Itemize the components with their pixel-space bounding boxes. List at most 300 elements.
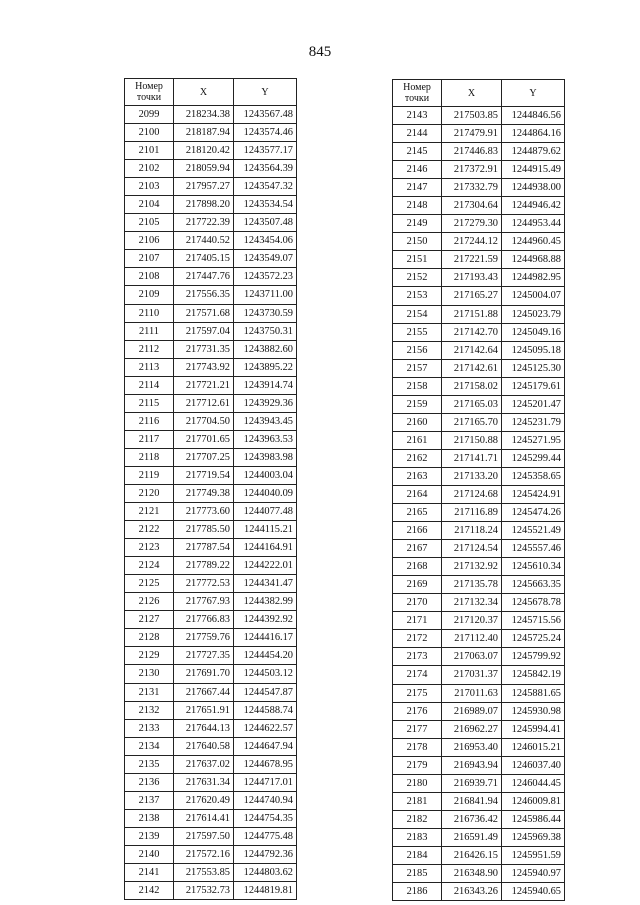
y-coordinate-cell: 1246044.45 [502,774,565,792]
x-coordinate-cell: 217789.22 [174,557,234,575]
table-row [393,251,565,269]
y-coordinate-cell: 1245023.79 [502,305,565,323]
table-row [125,611,297,629]
y-coordinate-cell: 1244792.36 [234,845,297,863]
point-number-cell: 2144 [393,125,442,143]
x-coordinate-cell: 217766.83 [174,611,234,629]
y-coordinate-cell: 1244982.95 [502,269,565,287]
x-coordinate-cell: 217221.59 [442,251,502,269]
table-row [393,810,565,828]
point-number-cell: 2169 [393,576,442,594]
y-coordinate-cell: 1244222.01 [234,557,297,575]
y-coordinate-cell: 1245358.65 [502,467,565,485]
x-coordinate-cell: 217620.49 [174,791,234,809]
y-coordinate-cell: 1243963.53 [234,430,297,448]
y-coordinate-cell: 1244647.94 [234,737,297,755]
table-row [125,394,297,412]
y-coordinate-cell: 1244454.20 [234,647,297,665]
table-row [125,448,297,466]
x-coordinate-cell: 217158.02 [442,377,502,395]
table-header-row [125,79,297,106]
table-row [393,864,565,882]
point-number-cell: 2142 [125,882,174,900]
x-coordinate-cell: 217785.50 [174,521,234,539]
point-number-cell: 2099 [125,106,174,124]
point-number-cell: 2151 [393,251,442,269]
point-number-cell: 2177 [393,720,442,738]
x-coordinate-cell: 217707.25 [174,448,234,466]
point-number-cell: 2117 [125,430,174,448]
x-coordinate-cell: 217132.92 [442,558,502,576]
coordinates-table-right [392,79,565,901]
point-number-cell: 2140 [125,845,174,863]
x-coordinate-cell: 217244.12 [442,233,502,251]
table-row [125,863,297,881]
page-number: 845 [308,44,332,60]
y-coordinate-cell: 1244968.88 [502,251,565,269]
y-coordinate-cell: 1246009.81 [502,792,565,810]
y-coordinate-cell: 1243943.45 [234,412,297,430]
y-coordinate-cell: 1245271.95 [502,431,565,449]
table-row [393,395,565,413]
point-number-cell: 2103 [125,178,174,196]
y-coordinate-cell: 1245842.19 [502,666,565,684]
x-coordinate-cell: 218120.42 [174,142,234,160]
table-row [125,719,297,737]
point-number-cell: 2110 [125,304,174,322]
point-number-cell: 2126 [125,593,174,611]
x-coordinate-cell: 218234.38 [174,106,234,124]
y-coordinate-cell: 1244392.92 [234,611,297,629]
x-coordinate-cell: 217165.70 [442,413,502,431]
y-coordinate-cell: 1245969.38 [502,828,565,846]
table-row [393,558,565,576]
y-coordinate-cell: 1243574.46 [234,124,297,142]
header-y: Y [502,80,565,107]
table-row [125,737,297,755]
x-coordinate-cell: 217304.64 [442,197,502,215]
point-number-cell: 2118 [125,448,174,466]
y-coordinate-cell: 1244915.49 [502,161,565,179]
table-row [125,376,297,394]
point-number-cell: 2114 [125,376,174,394]
y-coordinate-cell: 1244341.47 [234,575,297,593]
x-coordinate-cell: 216989.07 [442,702,502,720]
table-row [393,576,565,594]
x-coordinate-cell: 217112.40 [442,630,502,648]
table-row [125,503,297,521]
point-number-cell: 2135 [125,755,174,773]
point-number-cell: 2181 [393,792,442,810]
y-coordinate-cell: 1245610.34 [502,558,565,576]
y-coordinate-cell: 1245521.49 [502,522,565,540]
x-coordinate-cell: 218187.94 [174,124,234,142]
y-coordinate-cell: 1243882.60 [234,340,297,358]
table-row [125,539,297,557]
y-coordinate-cell: 1245179.61 [502,377,565,395]
y-coordinate-cell: 1245474.26 [502,504,565,522]
point-number-cell: 2154 [393,305,442,323]
table-row [393,287,565,305]
x-coordinate-cell: 217571.68 [174,304,234,322]
table-row [393,449,565,467]
point-number-cell: 2164 [393,485,442,503]
y-coordinate-cell: 1244953.44 [502,215,565,233]
point-number-cell: 2124 [125,557,174,575]
table-row [125,557,297,575]
table-row [393,630,565,648]
x-coordinate-cell: 217898.20 [174,196,234,214]
x-coordinate-cell: 217372.91 [442,161,502,179]
y-coordinate-cell: 1243914.74 [234,376,297,394]
y-coordinate-cell: 1244547.87 [234,683,297,701]
table-row [125,683,297,701]
y-coordinate-cell: 1244164.91 [234,539,297,557]
point-number-cell: 2101 [125,142,174,160]
y-coordinate-cell: 1245125.30 [502,359,565,377]
table-row [125,845,297,863]
x-coordinate-cell: 217631.34 [174,773,234,791]
y-coordinate-cell: 1243567.48 [234,106,297,124]
x-coordinate-cell: 217063.07 [442,648,502,666]
point-number-cell: 2180 [393,774,442,792]
table-row [125,250,297,268]
y-coordinate-cell: 1244003.04 [234,466,297,484]
table-row [393,738,565,756]
point-number-cell: 2158 [393,377,442,395]
point-number-cell: 2148 [393,197,442,215]
table-row [125,484,297,502]
y-coordinate-cell: 1243730.59 [234,304,297,322]
point-number-cell: 2170 [393,594,442,612]
table-row [125,124,297,142]
table-row [125,214,297,232]
table-row [393,341,565,359]
table-row [393,594,565,612]
table-row [125,827,297,845]
point-number-cell: 2121 [125,503,174,521]
x-coordinate-cell: 217332.79 [442,179,502,197]
table-row [393,828,565,846]
point-number-cell: 2133 [125,719,174,737]
table-row [125,358,297,376]
table-row [393,467,565,485]
x-coordinate-cell: 217721.21 [174,376,234,394]
x-coordinate-cell: 217165.03 [442,395,502,413]
x-coordinate-cell: 217597.50 [174,827,234,845]
y-coordinate-cell: 1245663.35 [502,576,565,594]
table-row [393,684,565,702]
table-row [125,466,297,484]
x-coordinate-cell: 217722.39 [174,214,234,232]
point-number-cell: 2150 [393,233,442,251]
table-row [393,702,565,720]
x-coordinate-cell: 217031.37 [442,666,502,684]
table-row [125,755,297,773]
x-coordinate-cell: 217279.30 [442,215,502,233]
point-number-cell: 2119 [125,466,174,484]
point-number-cell: 2143 [393,107,442,125]
x-coordinate-cell: 216939.71 [442,774,502,792]
point-number-cell: 2127 [125,611,174,629]
y-coordinate-cell: 1243750.31 [234,322,297,340]
point-number-cell: 2115 [125,394,174,412]
x-coordinate-cell: 216962.27 [442,720,502,738]
y-coordinate-cell: 1243711.00 [234,286,297,304]
table-row [125,809,297,827]
point-number-cell: 2184 [393,846,442,864]
x-coordinate-cell: 217749.38 [174,484,234,502]
x-coordinate-cell: 217773.60 [174,503,234,521]
point-number-cell: 2108 [125,268,174,286]
table-row [125,665,297,683]
point-number-cell: 2182 [393,810,442,828]
y-coordinate-cell: 1244775.48 [234,827,297,845]
y-coordinate-cell: 1245678.78 [502,594,565,612]
table-row [125,593,297,611]
y-coordinate-cell: 1243534.54 [234,196,297,214]
x-coordinate-cell: 217772.53 [174,575,234,593]
point-number-cell: 2105 [125,214,174,232]
header-point-line2: точки [136,92,162,103]
table-row [393,648,565,666]
table-row [393,197,565,215]
header-point-number [125,79,174,106]
table-row [393,359,565,377]
x-coordinate-cell: 217572.16 [174,845,234,863]
x-coordinate-cell: 217667.44 [174,683,234,701]
point-number-cell: 2109 [125,286,174,304]
y-coordinate-cell: 1244040.09 [234,484,297,502]
x-coordinate-cell: 217651.91 [174,701,234,719]
table-row [393,179,565,197]
point-number-cell: 2179 [393,756,442,774]
table-row [125,430,297,448]
table-row [393,305,565,323]
header-y: Y [234,79,297,106]
y-coordinate-cell: 1245299.44 [502,449,565,467]
table-row [393,215,565,233]
y-coordinate-cell: 1245557.46 [502,540,565,558]
y-coordinate-cell: 1244740.94 [234,791,297,809]
point-number-cell: 2137 [125,791,174,809]
y-coordinate-cell: 1244938.00 [502,179,565,197]
x-coordinate-cell: 217701.65 [174,430,234,448]
x-coordinate-cell: 217767.93 [174,593,234,611]
y-coordinate-cell: 1244717.01 [234,773,297,791]
x-coordinate-cell: 216348.90 [442,864,502,882]
point-number-cell: 2132 [125,701,174,719]
table-row [125,322,297,340]
table-row [393,161,565,179]
point-number-cell: 2131 [125,683,174,701]
table-row [125,701,297,719]
table-row [125,268,297,286]
point-number-cell: 2120 [125,484,174,502]
y-coordinate-cell: 1245940.65 [502,883,565,901]
y-coordinate-cell: 1244622.57 [234,719,297,737]
y-coordinate-cell: 1244416.17 [234,629,297,647]
y-coordinate-cell: 1245940.97 [502,864,565,882]
point-number-cell: 2141 [125,863,174,881]
x-coordinate-cell: 216591.49 [442,828,502,846]
point-number-cell: 2111 [125,322,174,340]
y-coordinate-cell: 1245725.24 [502,630,565,648]
point-number-cell: 2113 [125,358,174,376]
y-coordinate-cell: 1243549.07 [234,250,297,268]
x-coordinate-cell: 217479.91 [442,125,502,143]
point-number-cell: 2138 [125,809,174,827]
x-coordinate-cell: 217743.92 [174,358,234,376]
table-row [393,323,565,341]
x-coordinate-cell: 217405.15 [174,250,234,268]
y-coordinate-cell: 1244846.56 [502,107,565,125]
y-coordinate-cell: 1246037.40 [502,756,565,774]
table-row [125,160,297,178]
x-coordinate-cell: 217759.76 [174,629,234,647]
table-row [125,882,297,900]
table-row [125,647,297,665]
x-coordinate-cell: 217120.37 [442,612,502,630]
table-row [393,720,565,738]
x-coordinate-cell: 217116.89 [442,504,502,522]
x-coordinate-cell: 216841.94 [442,792,502,810]
point-number-cell: 2106 [125,232,174,250]
y-coordinate-cell: 1245994.41 [502,720,565,738]
x-coordinate-cell: 217556.35 [174,286,234,304]
x-coordinate-cell: 217142.64 [442,341,502,359]
y-coordinate-cell: 1245049.16 [502,323,565,341]
y-coordinate-cell: 1245951.59 [502,846,565,864]
point-number-cell: 2160 [393,413,442,431]
x-coordinate-cell: 217691.70 [174,665,234,683]
point-number-cell: 2175 [393,684,442,702]
header-x: X [174,79,234,106]
table-row [393,125,565,143]
point-number-cell: 2171 [393,612,442,630]
table-row [393,666,565,684]
x-coordinate-cell: 217712.61 [174,394,234,412]
x-coordinate-cell: 217644.13 [174,719,234,737]
y-coordinate-cell: 1245986.44 [502,810,565,828]
table-row [125,773,297,791]
point-number-cell: 2149 [393,215,442,233]
x-coordinate-cell: 216343.26 [442,883,502,901]
x-coordinate-cell: 217011.63 [442,684,502,702]
header-point-line2: точки [404,93,430,104]
point-number-cell: 2167 [393,540,442,558]
table-row [125,791,297,809]
table-row [393,107,565,125]
x-coordinate-cell: 217165.27 [442,287,502,305]
y-coordinate-cell: 1244803.62 [234,863,297,881]
x-coordinate-cell: 217124.68 [442,485,502,503]
x-coordinate-cell: 217142.61 [442,359,502,377]
table-row [393,792,565,810]
x-coordinate-cell: 217957.27 [174,178,234,196]
point-number-cell: 2134 [125,737,174,755]
point-number-cell: 2186 [393,883,442,901]
x-coordinate-cell: 216736.42 [442,810,502,828]
y-coordinate-cell: 1244503.12 [234,665,297,683]
x-coordinate-cell: 217118.24 [442,522,502,540]
point-number-cell: 2104 [125,196,174,214]
table-header-row [393,80,565,107]
table-row [393,143,565,161]
point-number-cell: 2116 [125,412,174,430]
point-number-cell: 2125 [125,575,174,593]
x-coordinate-cell: 216953.40 [442,738,502,756]
table-row [393,883,565,901]
point-number-cell: 2123 [125,539,174,557]
point-number-cell: 2176 [393,702,442,720]
point-number-cell: 2102 [125,160,174,178]
y-coordinate-cell: 1243895.22 [234,358,297,376]
x-coordinate-cell: 217447.76 [174,268,234,286]
y-coordinate-cell: 1244960.45 [502,233,565,251]
x-coordinate-cell: 217727.35 [174,647,234,665]
point-number-cell: 2130 [125,665,174,683]
x-coordinate-cell: 217124.54 [442,540,502,558]
point-number-cell: 2161 [393,431,442,449]
y-coordinate-cell: 1243929.36 [234,394,297,412]
table-row [125,286,297,304]
x-coordinate-cell: 217704.50 [174,412,234,430]
x-coordinate-cell: 217637.02 [174,755,234,773]
point-number-cell: 2107 [125,250,174,268]
point-number-cell: 2185 [393,864,442,882]
table-row [393,377,565,395]
point-number-cell: 2147 [393,179,442,197]
point-number-cell: 2145 [393,143,442,161]
x-coordinate-cell: 217132.34 [442,594,502,612]
table-row [393,269,565,287]
point-number-cell: 2165 [393,504,442,522]
x-coordinate-cell: 217553.85 [174,863,234,881]
table-row [393,774,565,792]
table-row [393,612,565,630]
table-row [393,522,565,540]
y-coordinate-cell: 1244819.81 [234,882,297,900]
point-number-cell: 2146 [393,161,442,179]
y-coordinate-cell: 1243983.98 [234,448,297,466]
table-row [393,756,565,774]
y-coordinate-cell: 1245715.56 [502,612,565,630]
x-coordinate-cell: 216943.94 [442,756,502,774]
y-coordinate-cell: 1245424.91 [502,485,565,503]
table-row [125,521,297,539]
table-row [393,504,565,522]
x-coordinate-cell: 218059.94 [174,160,234,178]
y-coordinate-cell: 1246015.21 [502,738,565,756]
y-coordinate-cell: 1244754.35 [234,809,297,827]
x-coordinate-cell: 217193.43 [442,269,502,287]
y-coordinate-cell: 1244588.74 [234,701,297,719]
table-row [393,485,565,503]
y-coordinate-cell: 1244678.95 [234,755,297,773]
y-coordinate-cell: 1244077.48 [234,503,297,521]
table-row [125,178,297,196]
table-row [125,196,297,214]
x-coordinate-cell: 217135.78 [442,576,502,594]
y-coordinate-cell: 1244382.99 [234,593,297,611]
y-coordinate-cell: 1243547.32 [234,178,297,196]
y-coordinate-cell: 1243572.23 [234,268,297,286]
x-coordinate-cell: 217614.41 [174,809,234,827]
y-coordinate-cell: 1243577.17 [234,142,297,160]
table-row [125,412,297,430]
header-point-line1: Номер [403,82,431,93]
